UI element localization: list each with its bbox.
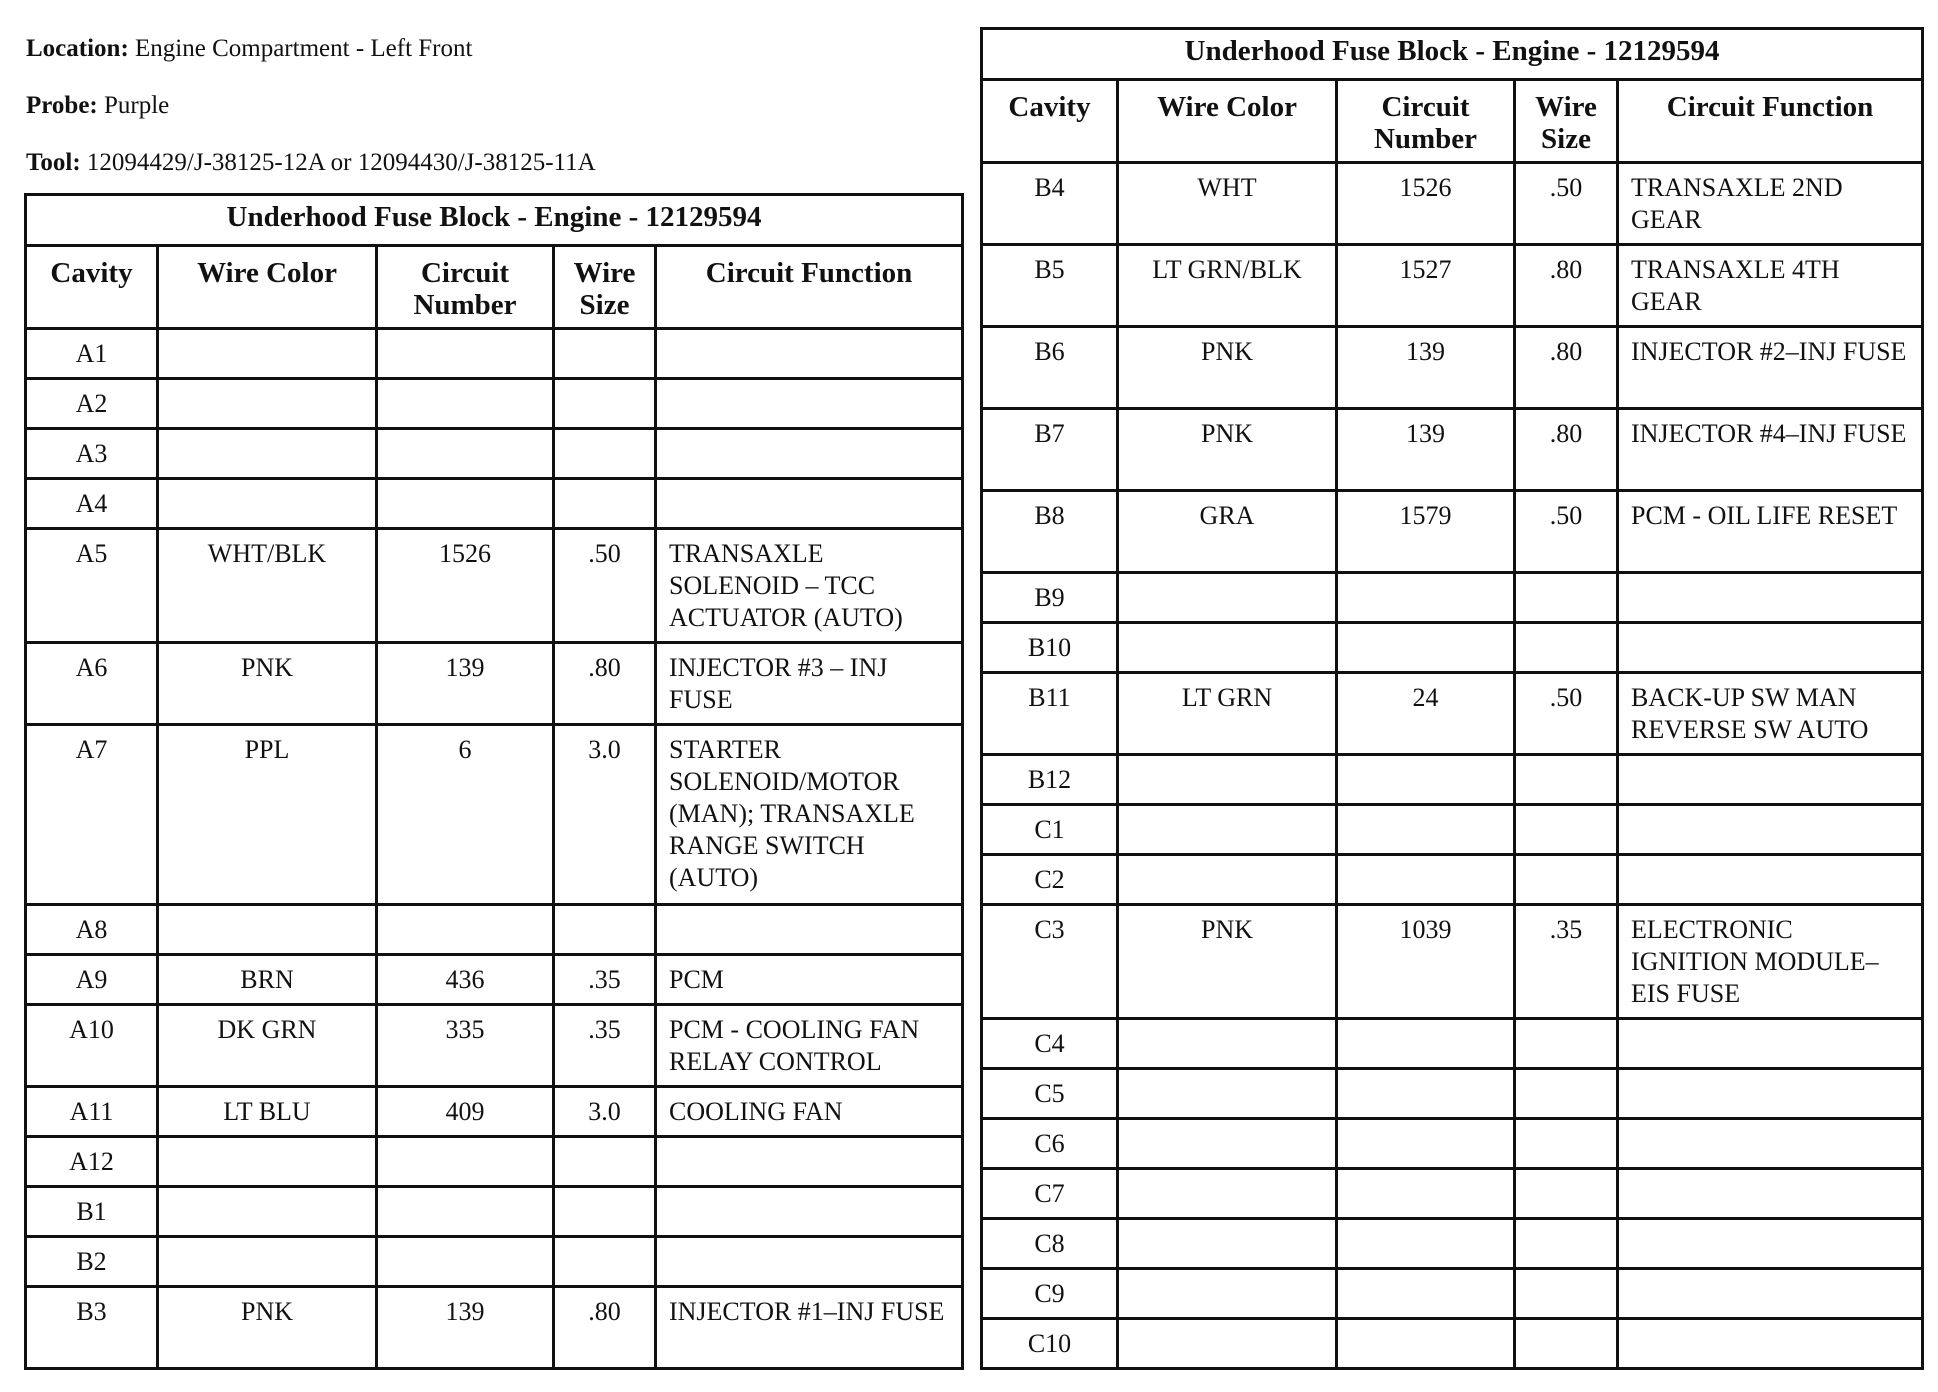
circuit-function-cell: PCM - COOLING FAN RELAY CONTROL — [656, 1005, 963, 1087]
wire-size-cell — [1515, 623, 1618, 673]
circuit-number-cell — [1337, 755, 1515, 805]
wire-size-cell: 3.0 — [554, 1087, 656, 1137]
wire-size-cell — [1515, 855, 1618, 905]
wire-color-cell: BRN — [158, 955, 377, 1005]
circuit-number-cell: 139 — [1337, 409, 1515, 491]
circuit-function-cell — [656, 329, 963, 379]
table-row — [982, 623, 1923, 673]
wire-color-cell — [1118, 1319, 1337, 1369]
fuse-table-left — [24, 193, 964, 1370]
circuit-number-cell — [1337, 805, 1515, 855]
circuit-number-cell: 6 — [377, 725, 554, 905]
table-row — [982, 1269, 1923, 1319]
wire-color-cell — [158, 329, 377, 379]
table-row — [26, 1237, 963, 1287]
wire-color-cell: PNK — [1118, 327, 1337, 409]
circuit-number-cell: 1526 — [1337, 163, 1515, 245]
circuit-number-cell: 436 — [377, 955, 554, 1005]
cavity-cell: A2 — [26, 379, 158, 429]
wire-color-cell — [158, 1237, 377, 1287]
cavity-cell: A6 — [26, 643, 158, 725]
wire-color-cell: WHT/BLK — [158, 529, 377, 643]
cavity-cell: B9 — [982, 573, 1118, 623]
cavity-cell: A5 — [26, 529, 158, 643]
wire-size-cell: .50 — [1515, 491, 1618, 573]
circuit-number-cell — [377, 1237, 554, 1287]
circuit-number-cell: 139 — [1337, 327, 1515, 409]
table-row — [26, 1087, 963, 1137]
circuit-function-cell — [656, 905, 963, 955]
wire-size-cell — [554, 905, 656, 955]
wire-size-cell: .80 — [1515, 245, 1618, 327]
cavity-cell: A9 — [26, 955, 158, 1005]
wire-size-cell — [554, 329, 656, 379]
circuit-number-cell — [1337, 1269, 1515, 1319]
wire-size-cell — [1515, 1269, 1618, 1319]
circuit-function-cell — [1618, 1119, 1923, 1169]
wire-color-cell — [1118, 805, 1337, 855]
circuit-function-cell: TRANSAXLE SOLENOID – TCC ACTUATOR (AUTO) — [656, 529, 963, 643]
wire-size-cell — [1515, 1319, 1618, 1369]
table-row — [982, 1069, 1923, 1119]
wire-size-cell — [1515, 755, 1618, 805]
circuit-number-cell — [1337, 1069, 1515, 1119]
tool-label: Tool: — [26, 149, 81, 176]
circuit-function-cell — [656, 1137, 963, 1187]
wire-color-cell — [158, 1187, 377, 1237]
table-row — [26, 905, 963, 955]
wire-color-cell — [1118, 755, 1337, 805]
circuit-number-cell — [1337, 1119, 1515, 1169]
circuit-function-cell — [1618, 1069, 1923, 1119]
circuit-function-cell: STARTER SOLENOID/MOTOR (MAN); TRANSAXLE RANGE SWITCH (AUTO) — [656, 725, 963, 905]
circuit-function-cell: INJECTOR #4–INJ FUSE — [1618, 409, 1923, 491]
wire-size-cell — [1515, 1019, 1618, 1069]
wire-color-cell — [158, 379, 377, 429]
cavity-cell: C8 — [982, 1219, 1118, 1269]
circuit-number-cell — [377, 905, 554, 955]
header-wire-size-line1: Wire — [1535, 91, 1597, 123]
wire-color-cell — [158, 429, 377, 479]
cavity-cell: C7 — [982, 1169, 1118, 1219]
wire-color-cell — [1118, 1169, 1337, 1219]
header-wire-size — [554, 246, 656, 329]
wire-size-cell: .80 — [554, 1287, 656, 1369]
table-row — [982, 805, 1923, 855]
wire-size-cell: .35 — [554, 955, 656, 1005]
circuit-function-cell — [1618, 1169, 1923, 1219]
header-circuit-number — [377, 246, 554, 329]
header-cavity: Cavity — [982, 80, 1118, 163]
wire-size-cell — [554, 1137, 656, 1187]
wire-color-cell — [1118, 573, 1337, 623]
cavity-cell: C1 — [982, 805, 1118, 855]
wire-size-cell: .80 — [1515, 409, 1618, 491]
cavity-cell: B12 — [982, 755, 1118, 805]
circuit-number-cell — [377, 479, 554, 529]
wire-size-cell — [1515, 1169, 1618, 1219]
circuit-function-cell: PCM - OIL LIFE RESET — [1618, 491, 1923, 573]
location-line — [26, 34, 472, 64]
wire-size-cell: .50 — [554, 529, 656, 643]
circuit-function-cell — [1618, 755, 1923, 805]
wire-size-cell: .80 — [1515, 327, 1618, 409]
wire-size-cell — [1515, 805, 1618, 855]
header-wire-color: Wire Color — [158, 246, 377, 329]
wire-size-cell — [1515, 1119, 1618, 1169]
cavity-cell: C2 — [982, 855, 1118, 905]
circuit-function-cell: COOLING FAN — [656, 1087, 963, 1137]
wire-color-cell — [1118, 1269, 1337, 1319]
header-wire-size-line2: Size — [1541, 123, 1591, 155]
wire-color-cell — [158, 1137, 377, 1187]
table-row — [982, 1169, 1923, 1219]
circuit-function-cell — [656, 479, 963, 529]
circuit-function-cell: TRANSAXLE 2ND GEAR — [1618, 163, 1923, 245]
table-row — [982, 673, 1923, 755]
wire-color-cell: LT GRN/BLK — [1118, 245, 1337, 327]
circuit-function-cell — [656, 379, 963, 429]
wire-size-cell: 3.0 — [554, 725, 656, 905]
circuit-number-cell — [377, 429, 554, 479]
header-circuit-number-line2: Number — [1373, 123, 1478, 155]
circuit-number-cell: 139 — [377, 1287, 554, 1369]
circuit-function-cell: ELECTRONIC IGNITION MODULE–EIS FUSE — [1618, 905, 1923, 1019]
cavity-cell: B1 — [26, 1187, 158, 1237]
table-row — [982, 1119, 1923, 1169]
wire-size-cell — [554, 479, 656, 529]
cavity-cell: B8 — [982, 491, 1118, 573]
table-row — [26, 955, 963, 1005]
wire-size-cell — [554, 429, 656, 479]
cavity-cell: C6 — [982, 1119, 1118, 1169]
table-row — [982, 1219, 1923, 1269]
table-row — [982, 245, 1923, 327]
cavity-cell: C3 — [982, 905, 1118, 1019]
circuit-number-cell — [377, 1187, 554, 1237]
header-circuit-function: Circuit Function — [1618, 80, 1923, 163]
circuit-number-cell — [1337, 855, 1515, 905]
table-row — [982, 573, 1923, 623]
table-body — [982, 163, 1923, 1369]
circuit-function-cell — [656, 1237, 963, 1287]
circuit-number-cell — [377, 379, 554, 429]
wire-size-cell: .80 — [554, 643, 656, 725]
circuit-function-cell: INJECTOR #3 – INJ FUSE — [656, 643, 963, 725]
table-row — [26, 529, 963, 643]
circuit-number-cell — [1337, 623, 1515, 673]
header-circuit-number-line2: Number — [413, 289, 517, 321]
wire-color-cell: PNK — [158, 643, 377, 725]
wire-size-cell: .50 — [1515, 673, 1618, 755]
circuit-function-cell — [656, 1187, 963, 1237]
cavity-cell: A1 — [26, 329, 158, 379]
wire-size-cell: .35 — [1515, 905, 1618, 1019]
probe-value: Purple — [104, 92, 170, 119]
circuit-number-cell: 335 — [377, 1005, 554, 1087]
table-row — [26, 379, 963, 429]
wire-color-cell: DK GRN — [158, 1005, 377, 1087]
cavity-cell: A7 — [26, 725, 158, 905]
header-wire-size-line2: Size — [579, 289, 630, 321]
table-row — [26, 429, 963, 479]
table-row — [26, 1287, 963, 1369]
cavity-cell: A12 — [26, 1137, 158, 1187]
wire-size-cell — [554, 379, 656, 429]
location-value: Engine Compartment - Left Front — [135, 35, 473, 62]
cavity-cell: C4 — [982, 1019, 1118, 1069]
cavity-cell: B6 — [982, 327, 1118, 409]
table-row — [982, 409, 1923, 491]
circuit-function-cell: INJECTOR #1–INJ FUSE — [656, 1287, 963, 1369]
wire-color-cell — [1118, 1019, 1337, 1069]
wire-size-cell — [554, 1237, 656, 1287]
wire-size-cell: .50 — [1515, 163, 1618, 245]
circuit-function-cell: PCM — [656, 955, 963, 1005]
tool-line — [26, 148, 596, 178]
wire-color-cell: PPL — [158, 725, 377, 905]
table-row — [26, 1187, 963, 1237]
circuit-number-cell: 24 — [1337, 673, 1515, 755]
wire-size-cell — [554, 1187, 656, 1237]
circuit-function-cell: INJECTOR #2–INJ FUSE — [1618, 327, 1923, 409]
circuit-number-cell: 1526 — [377, 529, 554, 643]
table-title: Underhood Fuse Block - Engine - 12129594 — [26, 195, 963, 246]
cavity-cell: B11 — [982, 673, 1118, 755]
cavity-cell: B4 — [982, 163, 1118, 245]
table-body — [26, 329, 963, 1369]
header-wire-size-line1: Wire — [573, 257, 636, 289]
cavity-cell: A3 — [26, 429, 158, 479]
cavity-cell: B10 — [982, 623, 1118, 673]
wire-size-cell — [1515, 1219, 1618, 1269]
table-row — [26, 725, 963, 905]
wire-size-cell: .35 — [554, 1005, 656, 1087]
cavity-cell: B3 — [26, 1287, 158, 1369]
circuit-function-cell — [1618, 623, 1923, 673]
circuit-number-cell — [1337, 1219, 1515, 1269]
circuit-function-cell — [1618, 1319, 1923, 1369]
wire-color-cell — [1118, 623, 1337, 673]
circuit-number-cell: 139 — [377, 643, 554, 725]
cavity-cell: B7 — [982, 409, 1118, 491]
wire-color-cell — [1118, 1119, 1337, 1169]
wire-color-cell — [1118, 1219, 1337, 1269]
table-row — [982, 163, 1923, 245]
header-cavity: Cavity — [26, 246, 158, 329]
circuit-function-cell — [656, 429, 963, 479]
probe-label: Probe: — [26, 92, 98, 119]
wire-size-cell — [1515, 573, 1618, 623]
header-circuit-number — [1337, 80, 1515, 163]
circuit-number-cell — [377, 329, 554, 379]
table-row — [982, 1019, 1923, 1069]
cavity-cell: C5 — [982, 1069, 1118, 1119]
circuit-number-cell — [1337, 1019, 1515, 1069]
wire-color-cell: LT BLU — [158, 1087, 377, 1137]
header-wire-color: Wire Color — [1118, 80, 1337, 163]
wire-color-cell: PNK — [158, 1287, 377, 1369]
wire-size-cell — [1515, 1069, 1618, 1119]
cavity-cell: A11 — [26, 1087, 158, 1137]
circuit-number-cell — [1337, 1319, 1515, 1369]
cavity-cell: C9 — [982, 1269, 1118, 1319]
table-row — [982, 905, 1923, 1019]
tool-value: 12094429/J-38125-12A or 12094430/J-38125-11A — [86, 149, 596, 176]
circuit-function-cell — [1618, 1269, 1923, 1319]
table-row — [982, 327, 1923, 409]
circuit-function-cell: BACK-UP SW MAN REVERSE SW AUTO — [1618, 673, 1923, 755]
table-title: Underhood Fuse Block - Engine - 12129594 — [982, 29, 1923, 80]
cavity-cell: B5 — [982, 245, 1118, 327]
circuit-number-cell — [377, 1137, 554, 1187]
cavity-cell: B2 — [26, 1237, 158, 1287]
header-circuit-function: Circuit Function — [656, 246, 963, 329]
table-row — [982, 491, 1923, 573]
circuit-number-cell: 1039 — [1337, 905, 1515, 1019]
wire-color-cell: WHT — [1118, 163, 1337, 245]
circuit-number-cell — [1337, 1169, 1515, 1219]
header-circuit-number-line1: Circuit — [420, 257, 510, 289]
fuse-table-right — [980, 27, 1924, 1370]
table-row — [26, 329, 963, 379]
wire-color-cell — [158, 905, 377, 955]
header-wire-size — [1515, 80, 1618, 163]
wire-color-cell — [1118, 855, 1337, 905]
wire-color-cell: GRA — [1118, 491, 1337, 573]
header-circuit-number-line1: Circuit — [1381, 91, 1470, 123]
cavity-cell: A10 — [26, 1005, 158, 1087]
table-row — [26, 1005, 963, 1087]
table-row — [26, 1137, 963, 1187]
circuit-function-cell — [1618, 805, 1923, 855]
circuit-number-cell: 1527 — [1337, 245, 1515, 327]
circuit-number-cell — [1337, 573, 1515, 623]
circuit-function-cell — [1618, 855, 1923, 905]
table-row — [26, 479, 963, 529]
wire-color-cell: PNK — [1118, 905, 1337, 1019]
circuit-number-cell: 1579 — [1337, 491, 1515, 573]
table-row — [982, 855, 1923, 905]
cavity-cell: A8 — [26, 905, 158, 955]
wire-color-cell — [1118, 1069, 1337, 1119]
circuit-number-cell: 409 — [377, 1087, 554, 1137]
probe-line — [26, 91, 169, 121]
table-row — [982, 755, 1923, 805]
cavity-cell: A4 — [26, 479, 158, 529]
circuit-function-cell — [1618, 573, 1923, 623]
table-row — [26, 643, 963, 725]
wire-color-cell: LT GRN — [1118, 673, 1337, 755]
circuit-function-cell: TRANSAXLE 4TH GEAR — [1618, 245, 1923, 327]
wire-color-cell — [158, 479, 377, 529]
table-row — [982, 1319, 1923, 1369]
circuit-function-cell — [1618, 1219, 1923, 1269]
wire-color-cell: PNK — [1118, 409, 1337, 491]
cavity-cell: C10 — [982, 1319, 1118, 1369]
circuit-function-cell — [1618, 1019, 1923, 1069]
location-label: Location: — [26, 35, 129, 62]
